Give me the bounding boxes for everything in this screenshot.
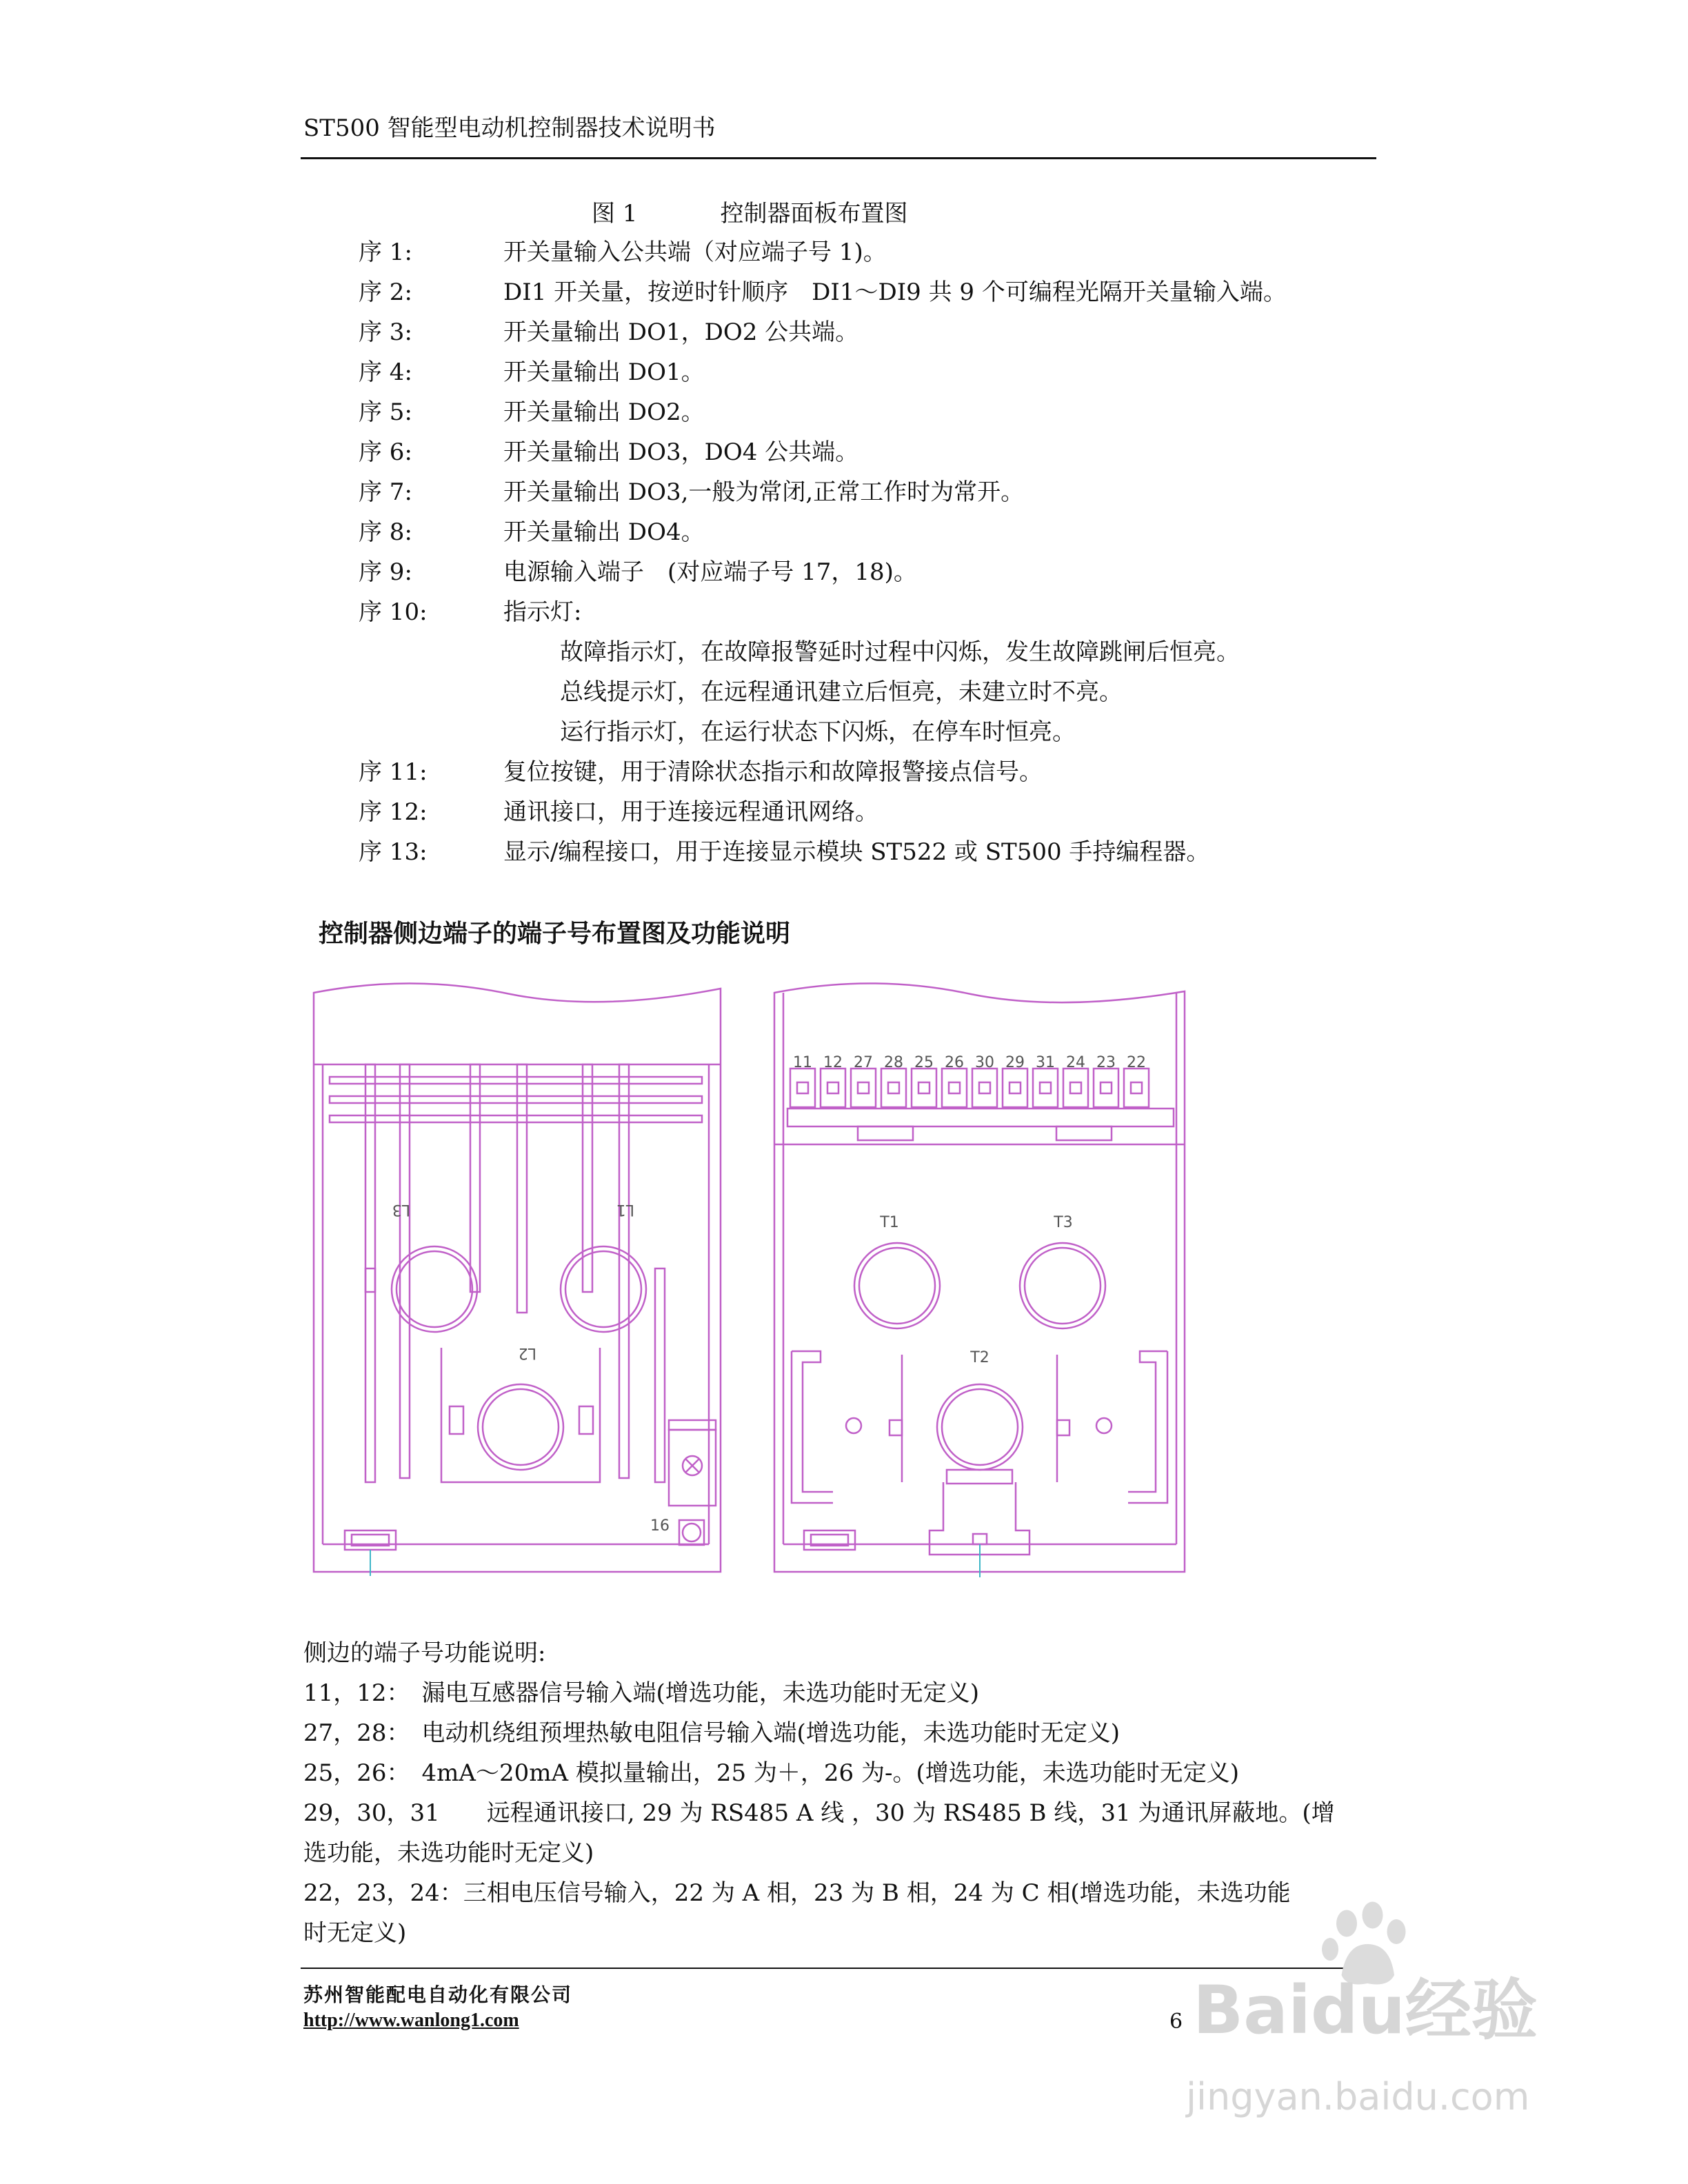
list-item: 序 7: 开关量输出 DO3,一般为常闭,正常工作时为常开。 <box>359 478 1025 506</box>
function-line: 11，12： 漏电互感器信号输入端(增选功能，未选功能时无定义) <box>303 1679 980 1707</box>
terminal-label: 30 <box>975 1054 994 1071</box>
left-terminal-diagram <box>310 979 724 1579</box>
terminal-label: 24 <box>1066 1054 1085 1071</box>
indicator-bus: 总线提示灯，在远程通讯建立后恒亮，未建立时不亮。 <box>560 678 1123 706</box>
terminal-label: 25 <box>914 1054 934 1071</box>
watermark-main: Baidu经验 <box>1193 1972 1538 2049</box>
section-title: 控制器侧边端子的端子号布置图及功能说明 <box>319 920 791 948</box>
list-item: 序 3: 开关量输出 DO1，DO2 公共端。 <box>359 318 859 346</box>
label-L3: L3 <box>392 1201 410 1218</box>
terminal-label: 12 <box>823 1054 843 1071</box>
functions-title: 侧边的端子号功能说明: <box>303 1639 546 1667</box>
header-rule <box>301 157 1376 159</box>
label-T3: T3 <box>1054 1214 1073 1231</box>
terminal-label: 28 <box>884 1054 903 1071</box>
indicator-run: 运行指示灯，在运行状态下闪烁，在停车时恒亮。 <box>560 718 1076 746</box>
terminal-label: 29 <box>1005 1054 1025 1071</box>
indicator-fault: 故障指示灯，在故障报警延时过程中闪烁，发生故障跳闸后恒亮。 <box>560 638 1240 666</box>
list-item: 序 6: 开关量输出 DO3，DO4 公共端。 <box>359 438 859 466</box>
right-terminal-diagram <box>771 979 1198 1579</box>
list-item: 序 11: 复位按键，用于清除状态指示和故障报警接点信号。 <box>359 758 1043 786</box>
footer-company: 苏州智能配电自动化有限公司 <box>303 1983 573 2006</box>
list-item: 序 13: 显示/编程接口，用于连接显示模块 ST522 或 ST500 手持编程器。 <box>359 838 1210 866</box>
page-number: 6 <box>1169 2010 1183 2034</box>
function-line: 22，23，24：三相电压信号输入，22 为 A 相，23 为 B 相，24 为 C 相(增选功能，未选功能 <box>303 1879 1291 1907</box>
list-item: 序 2: DI1 开关量，按逆时针顺序 DI1～DI9 共 9 个可编程光隔开关量输入端。 <box>359 279 1287 306</box>
label-16: 16 <box>650 1517 670 1535</box>
list-item: 序 12: 通讯接口，用于连接远程通讯网络。 <box>359 798 878 826</box>
terminal-label: 11 <box>793 1054 812 1071</box>
list-item: 序 5: 开关量输出 DO2。 <box>359 398 705 426</box>
function-line: 27，28： 电动机绕组预埋热敏电阻信号输入端(增选功能，未选功能时无定义) <box>303 1719 1121 1747</box>
list-item: 序 9: 电源输入端子 (对应端子号 17，18)。 <box>359 558 917 586</box>
label-L2: L2 <box>518 1344 536 1362</box>
watermark-sub: jingyan.baidu.com <box>1186 2075 1530 2119</box>
terminal-label: 26 <box>945 1054 964 1071</box>
header-title: ST500 智能型电动机控制器技术说明书 <box>303 114 716 142</box>
function-line: 25，26： 4mA～20mA 模拟量输出，25 为＋，26 为-。(增选功能，未选功能时无定义) <box>303 1759 1239 1787</box>
figure-title: 控制器面板布置图 <box>720 200 908 228</box>
figure-label: 图 1 <box>592 200 638 228</box>
terminal-label: 22 <box>1127 1054 1146 1071</box>
label-T1: T1 <box>880 1214 899 1231</box>
label-L1: L1 <box>616 1201 634 1218</box>
footer-url-link[interactable]: http://www.wanlong1.com <box>303 2010 519 2031</box>
figure-caption <box>592 194 907 228</box>
list-item: 序 8: 开关量输出 DO4。 <box>359 518 705 546</box>
list-item: 序 4: 开关量输出 DO1。 <box>359 358 705 386</box>
list-item: 序 10: 指示灯: <box>359 598 582 626</box>
terminal-label: 27 <box>854 1054 873 1071</box>
terminal-label: 23 <box>1096 1054 1116 1071</box>
list-item: 序 1: 开关量输入公共端（对应端子号 1)。 <box>359 239 887 266</box>
function-line: 选功能，未选功能时无定义) <box>303 1839 594 1867</box>
function-line: 29，30，31 远程通讯接口, 29 为 RS485 A 线 ，30 为 RS485 B 线，31 为通讯屏蔽地。(增 <box>303 1799 1335 1827</box>
function-line: 时无定义) <box>303 1919 407 1947</box>
terminal-label: 31 <box>1036 1054 1055 1071</box>
label-T2: T2 <box>970 1349 989 1366</box>
